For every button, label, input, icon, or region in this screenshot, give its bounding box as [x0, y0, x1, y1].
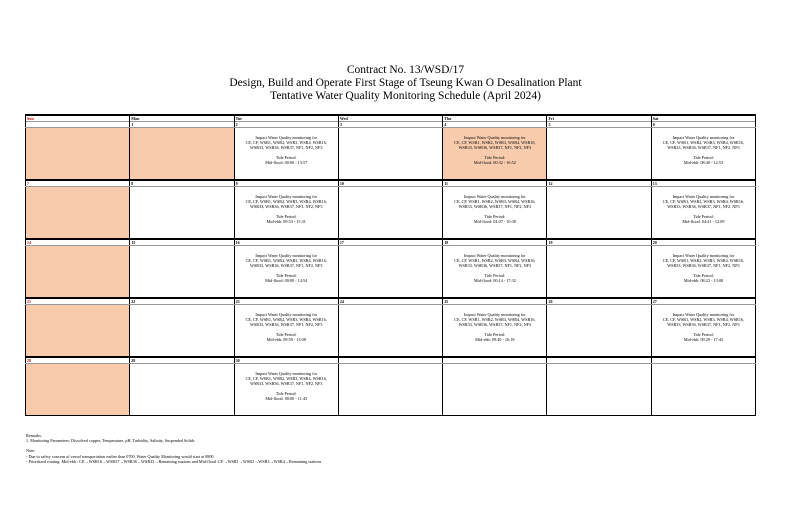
stations-line-2: WSR33, WSR36, WSR37, NF1, NF2, NF3: [458, 145, 532, 150]
calendar-day-cell: [234, 364, 338, 416]
calendar-day-cell: [234, 305, 338, 358]
stations-line-1: CE, CF, WSR1, WSR2, WSR3, WSR4, WSR16,: [245, 258, 327, 263]
date-number: 26: [547, 298, 651, 305]
tide-period-label: Tide Period:: [693, 273, 714, 278]
stations-line-1: CE, CF, WSR1, WSR2, WSR3, WSR4, WSR16,: [662, 140, 745, 145]
tide-period-label: Tide Period:: [484, 332, 506, 337]
calendar-day-cell: [26, 246, 130, 299]
tide-period-label: Tide Period:: [275, 391, 297, 396]
calendar-day-cell: [130, 187, 234, 240]
tide-period-value: Mid-flood: 00:32 - 16:52: [473, 160, 516, 165]
week-content-row: [26, 187, 756, 240]
calendar-day-cell: [338, 305, 442, 358]
monitoring-entry: [235, 187, 338, 224]
day-name-mon: Mon: [130, 115, 234, 122]
date-number: 4: [443, 122, 547, 128]
day-name-thu: Thu: [443, 115, 547, 122]
day-name-wed: Wed: [338, 115, 442, 122]
tide-period-label: Tide Period:: [484, 273, 506, 278]
date-number: 21: [26, 298, 130, 305]
calendar-day-cell: [338, 128, 442, 181]
date-number: 10: [338, 180, 442, 187]
tide-period-value: Mid-ebb: 08:40 - 12:53: [683, 160, 724, 165]
tide-period-label: Tide Period:: [693, 214, 714, 219]
note-2: - Prioritized routing: Mid-ebb : CE→WSR16→WSR37→WSR36→WSR33→Remaining stations and Mid-flood :CF→WSR1→WSR2→WSR3→WSR4→Remaining stations: [26, 458, 322, 464]
stations-line-2: WSR33, WSR36, WSR37, NF1, NF2, NF3: [458, 263, 532, 268]
calendar-day-cell: [338, 187, 442, 240]
schedule-title: Tentative Water Quality Monitoring Schedule (April 2024): [270, 90, 541, 102]
stations-line-1: CE, CF, WSR1, WSR2, WSR3, WSR4, WSR16,: [245, 199, 327, 204]
monitoring-label: Impact Water Quality monitoring for: [255, 194, 318, 199]
tide-period-value: Mid-ebb: 09:40 - 16:18: [475, 337, 515, 342]
date-number: 17: [338, 239, 442, 246]
calendar-day-cell: [651, 187, 755, 240]
stations-line-2: WSR33, WSR36, WSR37, NF1, NF2, NF3: [250, 145, 323, 150]
stations-line-1: CE, CF, WSR1, WSR2, WSR3, WSR4, WSR16,: [662, 199, 745, 204]
date-number: 27: [651, 298, 755, 305]
monitoring-label: Impact Water Quality monitoring for: [463, 312, 526, 317]
date-number: 23: [234, 298, 338, 305]
week-content-row: [26, 364, 756, 416]
calendar-day-cell: [443, 246, 547, 299]
tide-period-value: Mid-flood: 04:07 - 10:38: [473, 219, 516, 224]
date-number: 19: [547, 239, 651, 246]
date-number: 6: [651, 122, 755, 128]
tide-period-label: Tide Period:: [484, 155, 506, 160]
note-heading: Note:: [26, 448, 36, 454]
date-number: 2: [234, 122, 338, 128]
date-number: 5: [547, 122, 651, 128]
calendar-day-cell: [26, 364, 130, 416]
monitoring-label: Impact Water Quality monitoring for: [672, 194, 735, 199]
monitoring-label: Impact Water Quality monitoring for: [255, 312, 318, 317]
monitoring-entry: [235, 305, 338, 342]
document-header: [0, 64, 811, 103]
stations-line-1: CE, CF, WSR1, WSR2, WSR3, WSR4, WSR16,: [454, 258, 536, 263]
monitoring-entry: [235, 128, 338, 165]
date-number: 25: [443, 298, 547, 305]
monitoring-entry: [652, 187, 755, 224]
monitoring-label: Impact Water Quality monitoring for: [255, 253, 318, 258]
stations-line-1: CE, CF, WSR1, WSR2, WSR3, WSR4, WSR16,: [662, 317, 745, 322]
date-number: 14: [26, 239, 130, 246]
calendar-day-cell: [443, 305, 547, 358]
stations-line-2: WSR33, WSR36, WSR37, NF1, NF2, NF3: [458, 322, 532, 327]
monitoring-entry: [652, 128, 755, 165]
day-name-fri: Fri: [547, 115, 651, 122]
calendar-day-cell: [547, 187, 651, 240]
stations-line-2: WSR33, WSR36, WSR37, NF1, NF2, NF3: [667, 322, 740, 327]
monitoring-entry: [652, 246, 755, 283]
tide-period-value: Mid-flood: 04:41 - 12:09: [682, 219, 725, 224]
calendar-day-cell: [26, 187, 130, 240]
date-number: 24: [338, 298, 442, 305]
stations-line-2: WSR33, WSR36, WSR37, NF1, NF2, NF3: [250, 322, 323, 327]
day-name-tue: Tue: [234, 115, 338, 122]
calendar-day-cell: [547, 364, 651, 416]
tide-period-value: Mid-ebb: 09:29 - 17:43: [683, 337, 724, 342]
stations-line-2: WSR33, WSR36, WSR37, NF1, NF2, NF3: [250, 381, 323, 386]
date-number: 9: [234, 180, 338, 187]
day-name-sun: Sun: [26, 115, 130, 122]
monitoring-entry: [235, 364, 338, 401]
stations-line-2: WSR33, WSR36, WSR37, NF1, NF2, NF3: [250, 204, 323, 209]
date-number: 8: [130, 180, 234, 187]
monitoring-entry: [443, 246, 546, 283]
calendar-day-cell: [26, 128, 130, 181]
date-number: 18: [443, 239, 547, 246]
calendar-day-cell: [547, 246, 651, 299]
calendar-day-cell: [338, 364, 442, 416]
day-name-sat: Sat: [651, 115, 755, 122]
monitoring-label: Impact Water Quality monitoring for: [672, 253, 735, 258]
date-number: 3: [338, 122, 442, 128]
project-title: Design, Build and Operate First Stage of Tseung Kwan O Desalination Plant: [229, 77, 582, 89]
week-content-row: [26, 128, 756, 181]
stations-line-1: CE, CF, WSR1, WSR2, WSR3, WSR4, WSR16,: [454, 317, 536, 322]
tide-period-value: Mid-ebb: 08:59 - 13:08: [266, 337, 306, 342]
stations-line-2: WSR33, WSR36, WSR37, NF1, NF2, NF3: [667, 263, 740, 268]
calendar-day-cell: [130, 246, 234, 299]
monitoring-label: Impact Water Quality monitoring for: [463, 194, 526, 199]
calendar-day-cell: [547, 305, 651, 358]
date-number: 1: [130, 122, 234, 128]
tide-period-label: Tide Period:: [693, 332, 714, 337]
stations-line-1: CE, CF, WSR1, WSR2, WSR3, WSR4, WSR16,: [245, 317, 327, 322]
stations-line-2: WSR33, WSR36, WSR37, NF1, NF2, NF3: [667, 145, 740, 150]
calendar-day-cell: [651, 246, 755, 299]
calendar-day-cell: [651, 305, 755, 358]
monitoring-label: Impact Water Quality monitoring for: [463, 135, 526, 140]
remarks-heading: Remarks:: [26, 433, 43, 438]
stations-line-2: WSR33, WSR36, WSR37, NF1, NF2, NF3: [667, 204, 740, 209]
stations-line-2: WSR33, WSR36, WSR37, NF1, NF2, NF3: [250, 263, 323, 268]
date-number: 29: [130, 357, 234, 364]
calendar-day-cell: [651, 128, 755, 181]
calendar-day-cell: [130, 128, 234, 181]
date-number: 28: [26, 357, 130, 364]
tide-period-value: Mid-flood: 00:00 - 14:54: [265, 278, 308, 283]
tide-period-label: Tide Period:: [275, 155, 297, 160]
stations-line-1: CE, CF, WSR1, WSR2, WSR3, WSR4, WSR16,: [454, 199, 536, 204]
date-number: 16: [234, 239, 338, 246]
remarks-section: [26, 433, 766, 464]
date-number: 20: [651, 239, 755, 246]
date-number: 7: [26, 180, 130, 187]
tide-period-label: Tide Period:: [275, 332, 297, 337]
remarks-item-1: 1. Monitoring Parameters: Dissolved copper, Temperature, pH, Turbidity, Salinity, Suspended Solids: [26, 438, 195, 444]
date-number: 11: [443, 180, 547, 187]
monitoring-label: Impact Water Quality monitoring for: [255, 135, 318, 140]
date-number: 12: [547, 180, 651, 187]
monitoring-entry: [443, 305, 546, 342]
date-number: 30: [234, 357, 338, 364]
calendar-table: [25, 114, 756, 416]
week-content-row: [26, 246, 756, 299]
calendar-day-cell: [443, 128, 547, 181]
tide-period-label: Tide Period:: [484, 214, 506, 219]
date-number: 13: [651, 180, 755, 187]
tide-period-label: Tide Period:: [275, 214, 297, 219]
calendar-day-cell: [547, 128, 651, 181]
date-number: 15: [130, 239, 234, 246]
tide-period-label: Tide Period:: [693, 155, 714, 160]
monitoring-entry: [443, 187, 546, 224]
stations-line-1: CE, CF, WSR1, WSR2, WSR3, WSR4, WSR16,: [454, 140, 536, 145]
tide-period-value: Mid-ebb: 08:23 - 13:08: [683, 278, 724, 283]
monitoring-label: Impact Water Quality monitoring for: [255, 371, 318, 376]
tide-period-label: Tide Period:: [275, 273, 297, 278]
calendar-day-cell: [234, 187, 338, 240]
note-1: - Due to safety concern of vessel transportation earlier than 0700, Water Quality Monitoring would start at 0800.: [26, 453, 215, 459]
calendar-day-cell: [26, 305, 130, 358]
monitoring-entry: [652, 305, 755, 342]
monitoring-entry: [443, 128, 546, 165]
stations-line-1: CE, CF, WSR1, WSR2, WSR3, WSR4, WSR16,: [245, 376, 327, 381]
calendar-day-cell: [651, 364, 755, 416]
tide-period-value: Mid-flood: 00:14 - 17:32: [473, 278, 516, 283]
calendar-day-cell: [338, 246, 442, 299]
monitoring-label: Impact Water Quality monitoring for: [463, 253, 526, 258]
tide-period-value: Mid-flood: 00:00 - 11:43: [265, 396, 308, 401]
stations-line-2: WSR33, WSR36, WSR37, NF1, NF2, NF3: [458, 204, 532, 209]
monitoring-label: Impact Water Quality monitoring for: [672, 312, 735, 317]
calendar-day-cell: [443, 187, 547, 240]
tide-period-value: Mid-ebb: 09:53 - 15:31: [266, 219, 306, 224]
monitoring-entry: [235, 246, 338, 283]
date-number: 22: [130, 298, 234, 305]
stations-line-1: CE, CF, WSR1, WSR2, WSR3, WSR4, WSR16,: [245, 140, 327, 145]
calendar-day-cell: [443, 364, 547, 416]
week-content-row: [26, 305, 756, 358]
tide-period-value: Mid-flood: 00:00 - 13:57: [265, 160, 308, 165]
monitoring-label: Impact Water Quality monitoring for: [672, 135, 735, 140]
stations-line-1: CE, CF, WSR1, WSR2, WSR3, WSR4, WSR16,: [662, 258, 745, 263]
calendar-day-cell: [130, 305, 234, 358]
calendar-day-cell: [234, 128, 338, 181]
calendar-day-cell: [130, 364, 234, 416]
contract-number: Contract No. 13/WSD/17: [346, 64, 465, 76]
calendar-day-cell: [234, 246, 338, 299]
